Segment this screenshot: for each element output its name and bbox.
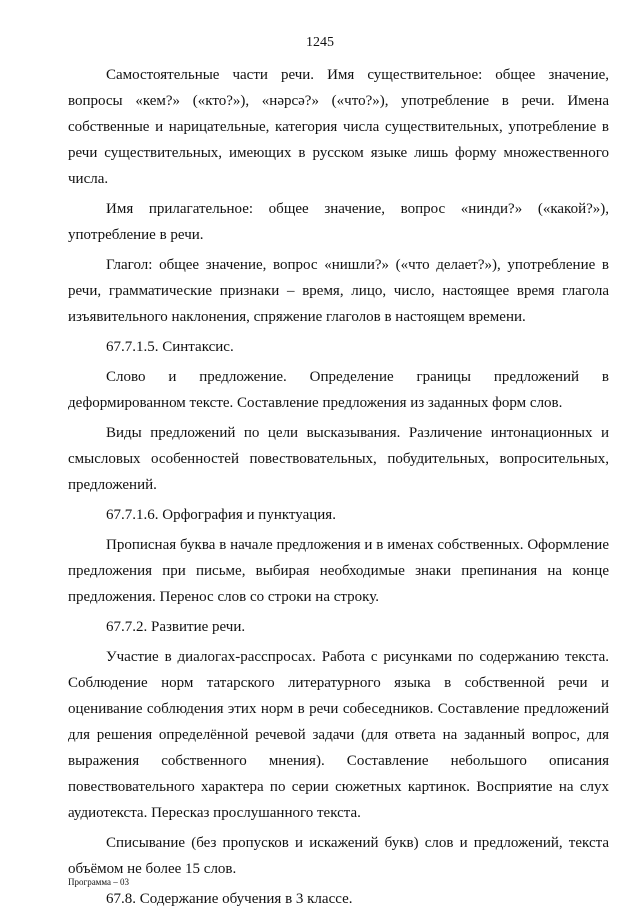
- section-heading-orthography: 67.7.1.6. Орфография и пунктуация.: [106, 507, 336, 523]
- paragraph-nouns: Самостоятельные части речи. Имя существительное: общее значение, вопросы «кем?» («кто?»), «нәрсә?» («что?»), употребление в речи. Имена собственные и нарицательные, категория числа существительных, употребление в речи существительных, имеющих в русском языке лишь форму множественного числа.: [68, 67, 609, 187]
- section-heading-syntax: 67.7.1.5. Синтаксис.: [106, 339, 234, 355]
- paragraph-adjectives: Имя прилагательное: общее значение, вопрос «нинди?» («какой?»), употребление в речи.: [68, 201, 609, 243]
- section-heading-speech-development: 67.7.2. Развитие речи.: [106, 619, 246, 635]
- paragraph-verbs: Глагол: общее значение, вопрос «нишли?» («что делает?»), употребление в речи, грамматические признаки – время, лицо, число, настоящее время глагола изъявительного наклонения, спряжение глаголов в настоящем времени.: [68, 257, 609, 325]
- paragraph-dialogues: Участие в диалогах-расспросах. Работа с рисунками по содержанию текста. Соблюдение норм татарского литературного языка в собственной речи и оценивание соблюдения этих норм в речи собеседников. Составление предложений для решения определённой речевой задачи (для ответа на заданный вопрос, для выражения собственного мнения). Составление небольшого описания повествовательного характера по серии сюжетных картинок. Восприятие на слух аудиотекста. Пересказ прослушанного текста.: [68, 649, 609, 821]
- document-body: [68, 62, 609, 916]
- paragraph-sentence-types: Виды предложений по цели высказывания. Различение интонационных и смысловых особенностей повествовательных, побудительных, вопросительных, предложений.: [68, 425, 609, 493]
- paragraph-copying: Списывание (без пропусков и искажений букв) слов и предложений, текста объёмом не более 15 слов.: [68, 835, 609, 877]
- page-footer: Программа – 03: [68, 877, 130, 887]
- section-heading-grade-3: 67.8. Содержание обучения в 3 классе.: [106, 891, 353, 907]
- paragraph-capital-letters: Прописная буква в начале предложения и в именах собственных. Оформление предложения при письме, выбирая необходимые знаки препинания на конце предложения. Перенос слов со строки на строку.: [68, 537, 609, 605]
- paragraph-word-sentence: Слово и предложение. Определение границы предложений в деформированном тексте. Составление предложения из заданных форм слов.: [68, 369, 609, 411]
- page-number: 1245: [306, 35, 334, 50]
